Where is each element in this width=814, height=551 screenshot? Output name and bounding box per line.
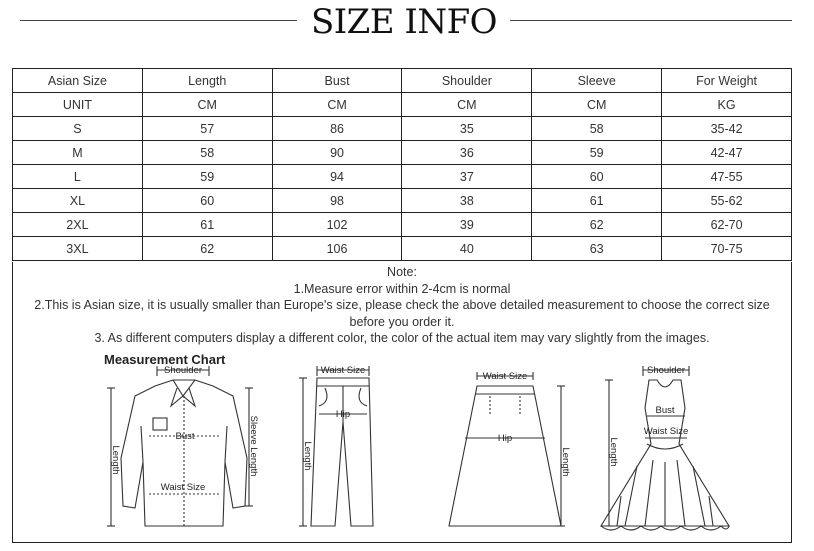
table-row: [13, 165, 792, 189]
note-heading: Note:: [387, 265, 417, 279]
table-cell: 55-62: [662, 189, 792, 213]
header-cell: Shoulder: [402, 69, 532, 93]
table-cell: 62: [142, 237, 272, 261]
table-cell: 40: [402, 237, 532, 261]
skirt-hip-label: Hip: [497, 433, 513, 444]
unit-cell: CM: [142, 93, 272, 117]
measurement-chart-title: Measurement Chart: [104, 352, 226, 367]
note-line-2: 2.This is Asian size, it is usually smaller than Europe's size, please check the above detailed measurement to choose the correct size: [34, 298, 770, 312]
unit-cell: KG: [662, 93, 792, 117]
table-cell: 59: [142, 165, 272, 189]
shirt-icon: [121, 380, 247, 526]
note-line-3: 3. As different computers display a different color, the color of the actual item may vary slightly from the images.: [94, 331, 710, 345]
dress-length-label: Length: [608, 437, 619, 467]
table-unit-row: [13, 93, 792, 117]
pants-hip-label: Hip: [335, 409, 351, 420]
skirt-length-label: Length: [560, 447, 571, 477]
title-rule-right: [510, 20, 792, 21]
pants-length-label: Length: [302, 441, 313, 471]
title-rule-left: [20, 20, 297, 21]
table-cell: 61: [142, 213, 272, 237]
table-cell: 63: [532, 237, 662, 261]
skirt-waist-label: Waist Size: [482, 371, 528, 382]
table-cell: 62: [532, 213, 662, 237]
table-cell: L: [13, 165, 143, 189]
table-cell: S: [13, 117, 143, 141]
table-row: [13, 189, 792, 213]
table-cell: 94: [272, 165, 402, 189]
dress-waist-label: Waist Size: [643, 426, 689, 437]
header-cell: Length: [142, 69, 272, 93]
table-cell: 102: [272, 213, 402, 237]
table-cell: 57: [142, 117, 272, 141]
shirt-length-label: Length: [110, 445, 121, 475]
dress-icon: [601, 380, 729, 530]
table-cell: 106: [272, 237, 402, 261]
title-row: [0, 0, 814, 46]
table-cell: 70-75: [662, 237, 792, 261]
table-header-row: [13, 69, 792, 93]
table-row: [13, 141, 792, 165]
table-row: [13, 237, 792, 261]
table-cell: 59: [532, 141, 662, 165]
table-cell: 98: [272, 189, 402, 213]
table-cell: M: [13, 141, 143, 165]
table-cell: 35: [402, 117, 532, 141]
table-cell: 39: [402, 213, 532, 237]
dress-bust-label: Bust: [655, 405, 675, 416]
shirt-sleeve-label: Sleeve Length: [248, 415, 259, 477]
table-cell: 58: [532, 117, 662, 141]
table-cell: 37: [402, 165, 532, 189]
table-cell: 2XL: [13, 213, 143, 237]
header-cell: Asian Size: [13, 69, 143, 93]
table-cell: 62-70: [662, 213, 792, 237]
table-cell: 47-55: [662, 165, 792, 189]
table-cell: XL: [13, 189, 143, 213]
pants-icon: [311, 378, 373, 526]
table-cell: 36: [402, 141, 532, 165]
table-cell: 3XL: [13, 237, 143, 261]
unit-cell: CM: [272, 93, 402, 117]
pants-waist-label: Waist Size: [320, 366, 366, 376]
notes-panel: [12, 262, 792, 543]
skirt-icon: [449, 386, 561, 526]
dress-shoulder-label: Shoulder: [646, 366, 686, 376]
unit-cell: UNIT: [13, 93, 143, 117]
shirt-shoulder-label: Shoulder: [163, 366, 203, 376]
header-cell: For Weight: [662, 69, 792, 93]
unit-cell: CM: [532, 93, 662, 117]
table-cell: 60: [532, 165, 662, 189]
unit-cell: CM: [402, 93, 532, 117]
table-cell: 61: [532, 189, 662, 213]
table-cell: 35-42: [662, 117, 792, 141]
note-line-1: 1.Measure error within 2-4cm is normal: [293, 281, 511, 296]
table-cell: 38: [402, 189, 532, 213]
shirt-waist-label: Waist Size: [160, 482, 206, 493]
table-cell: 60: [142, 189, 272, 213]
header-cell: Bust: [272, 69, 402, 93]
page-title: SIZE INFO: [310, 2, 498, 42]
table-cell: 90: [272, 141, 402, 165]
table-cell: 58: [142, 141, 272, 165]
table-cell: 42-47: [662, 141, 792, 165]
table-row: [13, 117, 792, 141]
header-cell: Sleeve: [532, 69, 662, 93]
size-table: [12, 68, 792, 261]
shirt-bust-label: Bust: [175, 431, 195, 442]
measurement-chart: [13, 366, 791, 542]
note-line-2-cont: before you order it.: [349, 314, 455, 329]
table-cell: 86: [272, 117, 402, 141]
table-row: [13, 213, 792, 237]
